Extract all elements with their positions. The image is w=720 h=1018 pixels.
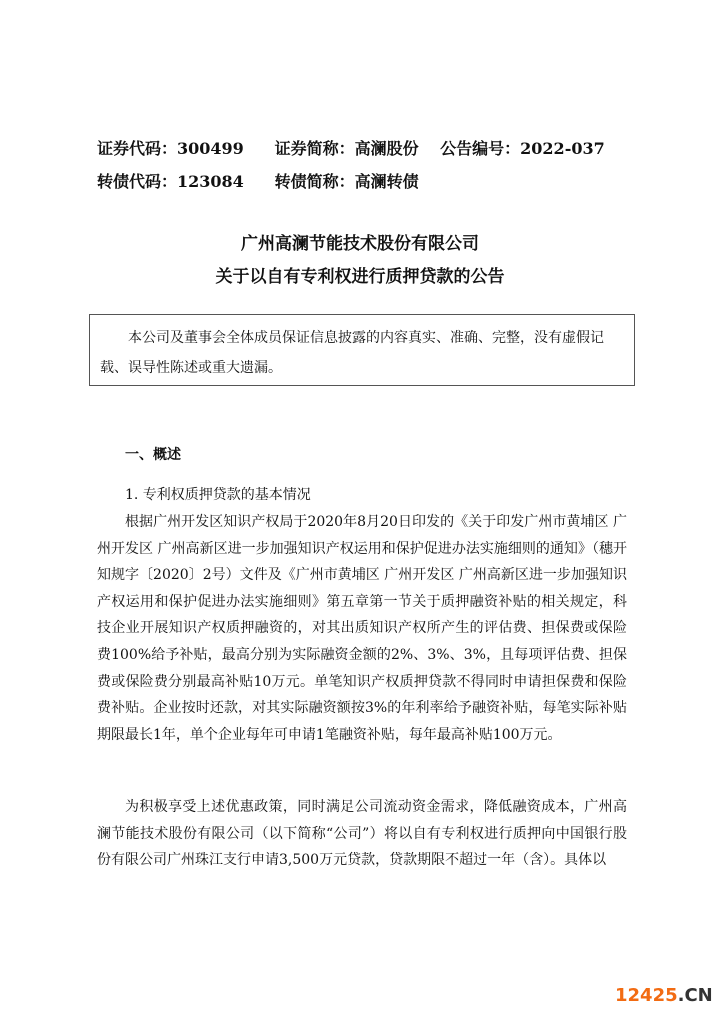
company-title: 广州高澜节能技术股份有限公司 (241, 234, 479, 254)
bond-name: 转债简称：高澜转债 (274, 172, 419, 191)
stock-code: 证券代码：300499 (97, 139, 244, 158)
body-paragraph: 为积极享受上述优惠政策，同时满足公司流动资金需求，降低融资成本，广州高澜节能技术股份有限公司（以下简称“公司”）将以自有专利权进行质押向中国银行股份有限公司广州珠江支行申请3,500万元贷款，贷款期限不超过一年（含）。具体以 (97, 799, 627, 869)
body-paragraph: 根据广州开发区知识产权局于2020年8月20日印发的《关于印发广州市黄埔区 广州开发区 广州高新区进一步加强知识产权运用和保护促进办法实施细则的通知》（穗开知规字〔2020〕2号）文件及《广州市黄埔区 广州开发区 广州高新区进一步加强知识产权运用和保护促进办法实施细则》第五章第一节关于质押融资补贴的相关规定，科技企业开展知识产权质押融资的，对其出质知识产权所产生的评估费、担保费或保险费100%给予补贴，最高分别为实际融资金额的2%、3%、3%，且每项评估费、担保费或保险费分别最高补贴10万元。单笔知识产权质押贷款不得同时申请担保费和保险费补贴。企业按时还款，对其实际融资额按3%的年利率给予融资补贴，每笔实际补贴期限最长1年，单个企业每年可申请1笔融资补贴，每年最高补贴100万元。 (97, 514, 627, 743)
bond-code: 转债代码：123084 (97, 172, 244, 191)
announcement-title: 关于以自有专利权进行质押贷款的公告 (215, 267, 505, 287)
disclosure-notice-box: 本公司及董事会全体成员保证信息披露的内容真实、准确、完整，没有虚假记载、误导性陈述或重大遗漏。 (89, 314, 635, 386)
header-row-2 (97, 169, 435, 192)
announcement-number: 公告编号：2022-037 (440, 139, 605, 158)
watermark-suffix: .CN (677, 985, 713, 1006)
section-heading: 一、概述 (125, 447, 181, 463)
watermark-logo (615, 985, 713, 1006)
subsection-heading: 1. 专利权质押贷款的基本情况 (125, 487, 311, 503)
header-row-1 (97, 136, 605, 159)
stock-name: 证券简称：高澜股份 (274, 139, 419, 158)
watermark-number: 12425 (615, 985, 678, 1006)
